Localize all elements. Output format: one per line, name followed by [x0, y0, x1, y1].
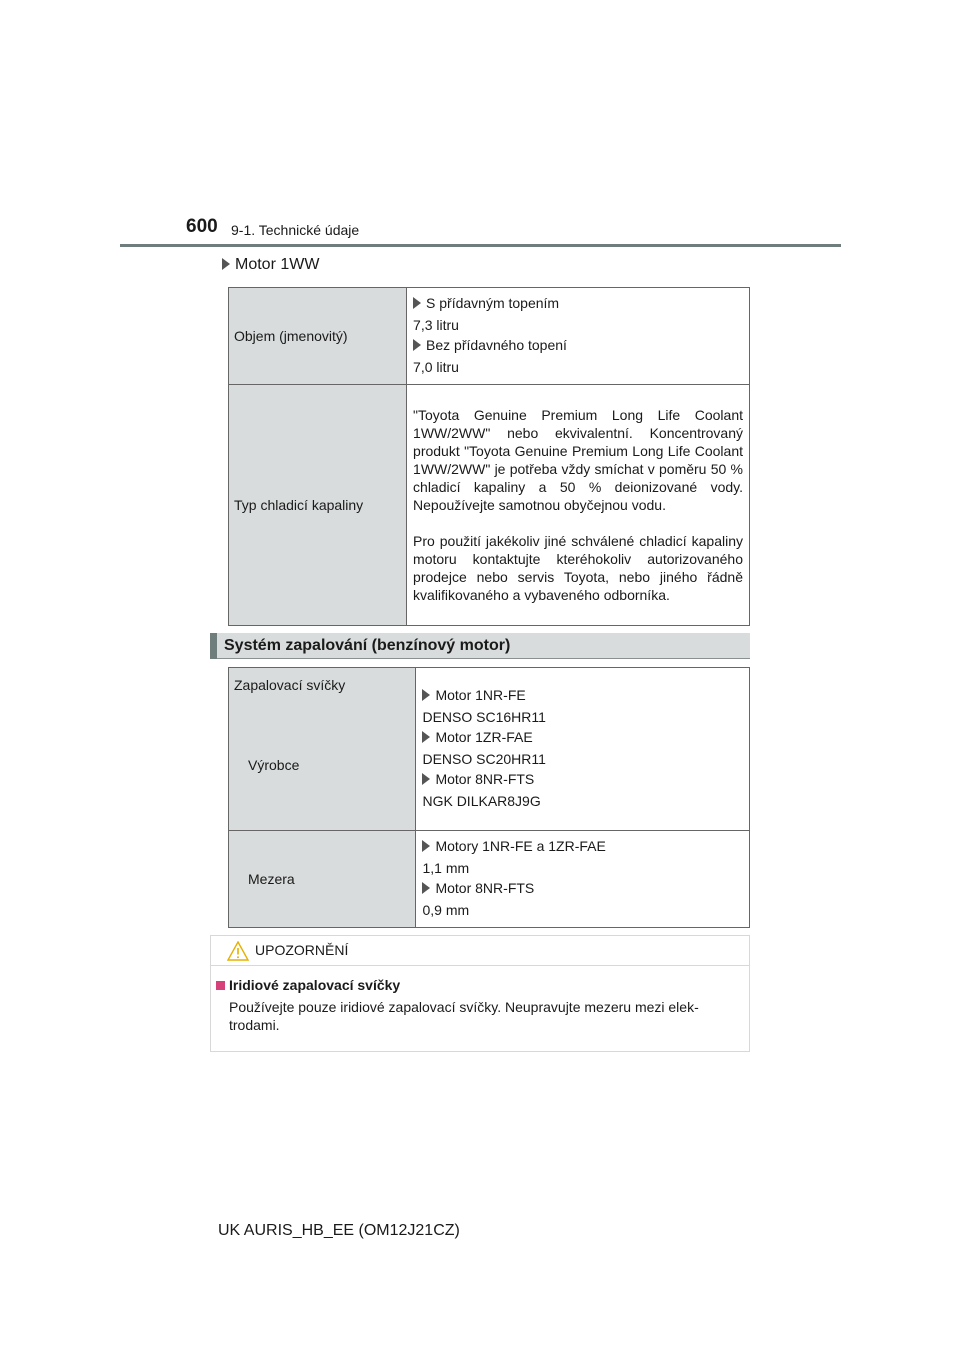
triangle-bullet-icon [422, 882, 430, 894]
plug-model: DENSO SC20HR11 [422, 751, 546, 767]
table-row [229, 288, 750, 385]
triangle-bullet-icon [422, 840, 430, 852]
capacity-amount: 7,0 litru [413, 359, 459, 375]
table-row [229, 831, 750, 928]
caution-box [210, 935, 750, 1052]
caution-text: Používejte pouze iridiové zapalovací svíčky. Neupravujte mezeru mezi elektrodami. [229, 999, 699, 1033]
table-row [229, 385, 750, 626]
warning-icon [227, 941, 249, 961]
list-item: Motory 1NR-FE a 1ZR-FAE [422, 837, 743, 855]
gap-amount: 0,9 mm [422, 902, 470, 918]
engine-heading [222, 256, 319, 274]
triangle-bullet-icon [413, 339, 421, 351]
caution-label: UPOZORNĚNÍ [255, 942, 349, 958]
ignition-section-title: Systém zapalování (benzínový motor) [224, 637, 511, 654]
capacity-label: Objem (jmenovitý) [229, 288, 407, 385]
coolant-type-paragraph: "Toyota Genuine Premium Long Life Coolant 1WW/2WW" nebo ekvivalentní. Koncentrovaný produkt "Toyota Genuine Premium Long Life Coolant 1WW/2WW" je potřeba vždy smíchat v poměru 50 % chladicí kapaliny a 50 % deionizované vody. Nepoužívejte samotnou obyčejnou vodu. [413, 407, 743, 513]
triangle-bullet-icon [222, 258, 230, 270]
list-item: S přídavným topením [413, 294, 743, 312]
section-heading-bar [210, 633, 217, 659]
triangle-bullet-icon [413, 297, 421, 309]
list-item: Motor 8NR-FTS [422, 770, 743, 788]
caution-header [211, 936, 749, 966]
engine-heading-text: Motor 1WW [235, 256, 320, 273]
section-title: 9-1. Technické údaje [231, 222, 360, 238]
list-item: Motor 1ZR-FAE [422, 728, 743, 746]
gap-value [416, 831, 750, 928]
triangle-bullet-icon [422, 731, 430, 743]
coolant-table [228, 287, 750, 626]
spark-plug-table [228, 667, 750, 928]
table-row [229, 668, 750, 831]
manufacturer-label: Výrobce [248, 757, 300, 773]
list-item: Motor 1NR-FE [422, 686, 743, 704]
plug-model: NGK DILKAR8J9G [422, 793, 541, 809]
header-rule [120, 244, 841, 247]
page-number: 600 [186, 216, 218, 237]
caution-title: Iridiové zapalovací svíčky [229, 977, 401, 993]
coolant-type-paragraph: Pro použití jakékoliv jiné schválené chladicí kapaliny motoru kontaktujte kteréhokoliv autorizovaného prodejce nebo servis Toyota, nebo jiného řádně kvalifikovaného a vybaveného odborníka. [413, 533, 743, 603]
gap-label: Mezera [229, 831, 416, 928]
list-item: Motor 8NR-FTS [422, 879, 743, 897]
capacity-value [407, 288, 750, 385]
capacity-amount: 7,3 litru [413, 317, 459, 333]
coolant-type-value [407, 385, 750, 626]
manufacturer-label-cell [229, 668, 416, 831]
spark-plugs-group-label: Zapalovací svíčky [234, 677, 346, 693]
plug-model: DENSO SC16HR11 [422, 709, 546, 725]
gap-amount: 1,1 mm [422, 860, 470, 876]
coolant-type-label: Typ chladicí kapaliny [229, 385, 407, 626]
list-item: Bez přídavného topení [413, 336, 743, 354]
footer-code: UK AURIS_HB_EE (OM12J21CZ) [218, 1222, 460, 1239]
manufacturer-value [416, 668, 750, 831]
triangle-bullet-icon [422, 773, 430, 785]
square-bullet-icon [216, 981, 225, 990]
triangle-bullet-icon [422, 689, 430, 701]
